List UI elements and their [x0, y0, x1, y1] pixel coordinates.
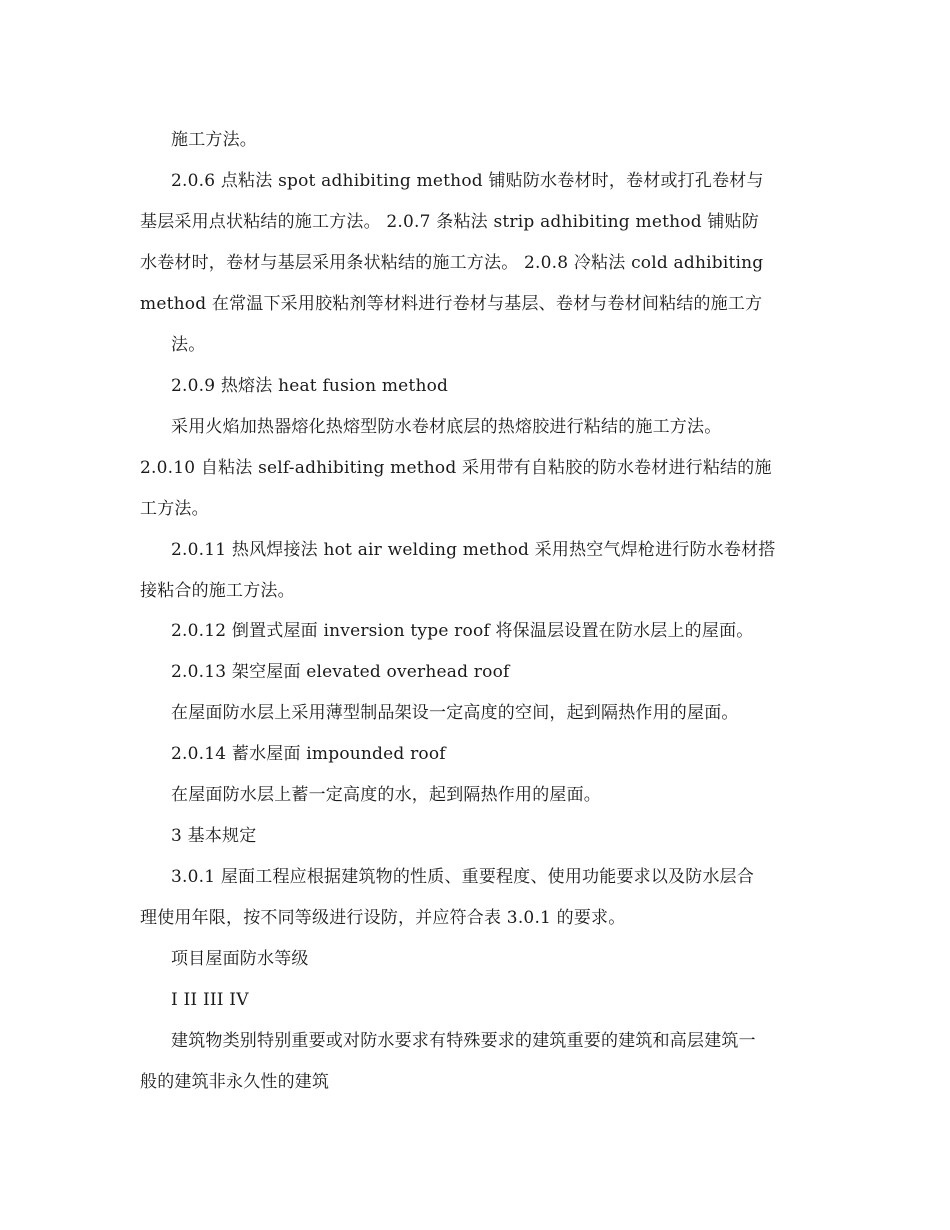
- text-line: 2.0.14 蓄水屋面 impounded roof: [171, 744, 446, 764]
- text-line: 理使用年限，按不同等级进行设防，并应符合表 3.0.1 的要求。: [140, 908, 626, 928]
- text-line: 在屋面防水层上蓄一定高度的水，起到隔热作用的屋面。: [171, 785, 601, 805]
- text-line: 建筑物类别特别重要或对防水要求有特殊要求的建筑重要的建筑和高层建筑一: [171, 1031, 756, 1051]
- section-heading: 3 基本规定: [171, 826, 257, 846]
- text-line: 基层采用点状粘结的施工方法。 2.0.7 条粘法 strip adhibiting method 铺贴防: [140, 212, 759, 232]
- text-line: 2.0.6 点粘法 spot adhibiting method 铺贴防水卷材时，卷材或打孔卷材与: [171, 171, 764, 191]
- text-line: 在屋面防水层上采用薄型制品架设一定高度的空间，起到隔热作用的屋面。: [171, 703, 739, 723]
- text-line: 2.0.13 架空屋面 elevated overhead roof: [171, 662, 510, 682]
- text-line: 接粘合的施工方法。: [140, 581, 295, 601]
- text-line: 般的建筑非永久性的建筑: [140, 1072, 330, 1092]
- text-line: method 在常温下采用胶粘剂等材料进行卷材与基层、卷材与卷材间粘结的施工方: [140, 294, 763, 314]
- text-line: 法。: [171, 335, 206, 355]
- text-line: 2.0.10 自粘法 self-adhibiting method 采用带有自粘胶的防水卷材进行粘结的施: [140, 458, 772, 478]
- text-line: 水卷材时，卷材与基层采用条状粘结的施工方法。 2.0.8 冷粘法 cold adhibiting: [140, 253, 764, 273]
- text-line: 采用火焰加热器熔化热熔型防水卷材底层的热熔胶进行粘结的施工方法。: [171, 417, 722, 437]
- text-line: 2.0.12 倒置式屋面 inversion type roof 将保温层设置在防水层上的屋面。: [171, 621, 754, 641]
- text-line: 施工方法。: [171, 130, 257, 150]
- text-line: 工方法。: [140, 499, 209, 519]
- text-line: 项目屋面防水等级: [171, 949, 309, 969]
- text-line: 2.0.9 热熔法 heat fusion method: [171, 376, 449, 396]
- text-line: I II III IV: [171, 990, 249, 1010]
- text-line: 2.0.11 热风焊接法 hot air welding method 采用热空气焊枪进行防水卷材搭: [171, 540, 776, 560]
- text-line: 3.0.1 屋面工程应根据建筑物的性质、重要程度、使用功能要求以及防水层合: [171, 867, 755, 887]
